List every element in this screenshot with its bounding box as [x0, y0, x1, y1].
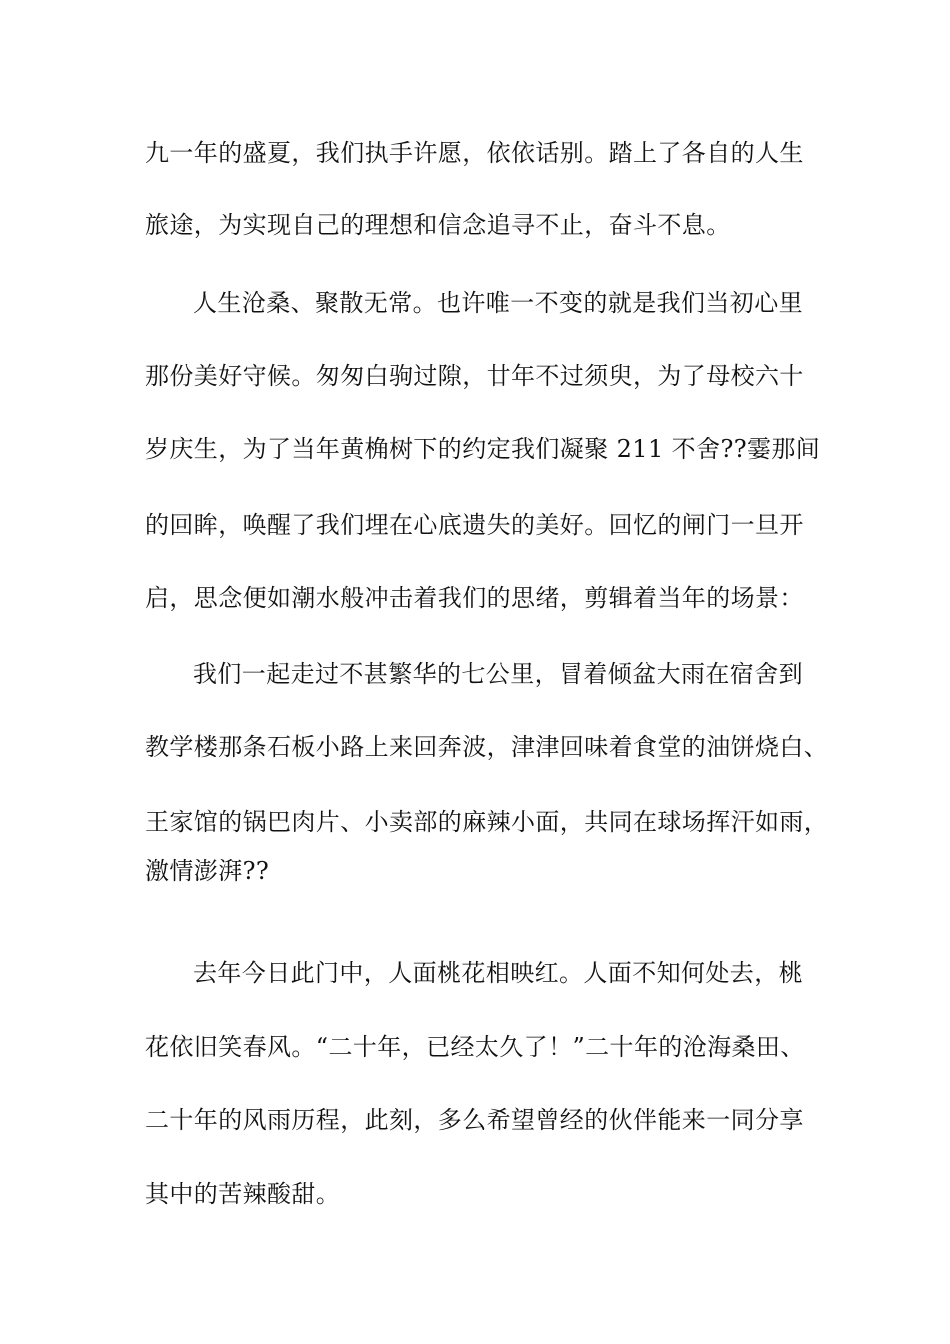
text-line: 花依旧笑春风。“二十年，已经太久了！”二十年的沧海桑田、: [145, 1033, 805, 1061]
text-line: 激情澎湃??: [145, 857, 270, 885]
text-line: 的回眸，唤醒了我们埋在心底遗失的美好。回忆的闸门一旦开: [145, 511, 804, 539]
paragraph-first-line: 我们一起走过不甚繁华的七公里，冒着倾盆大雨在宿舍到: [193, 660, 803, 688]
text-line: 其中的苦辣酸甜。: [145, 1180, 341, 1208]
paragraph-first-line: 去年今日此门中，人面桃花相映红。人面不知何处去，桃: [193, 959, 803, 987]
text-line: 岁庆生，为了当年黄桷树下的约定我们凝聚 211 不舍??霎那间: [145, 435, 821, 463]
text-line: 二十年的风雨历程，此刻，多么希望曾经的伙伴能来一同分享: [145, 1106, 804, 1134]
text-line: 王家馆的锅巴肉片、小卖部的麻辣小面，共同在球场挥汗如雨，: [145, 808, 829, 836]
paragraph-first-line: 人生沧桑、聚散无常。也许唯一不变的就是我们当初心里: [193, 289, 803, 317]
text-line: 九一年的盛夏，我们执手许愿，依依话别。踏上了各自的人生: [145, 139, 804, 167]
text-line: 教学楼那条石板小路上来回奔波，津津回味着食堂的油饼烧白、: [145, 733, 829, 761]
text-line: 启，思念便如潮水般冲击着我们的思绪，剪辑着当年的场景：: [145, 584, 804, 612]
text-line: 旅途，为实现自己的理想和信念追寻不止，奋斗不息。: [145, 211, 731, 239]
text-line: 那份美好守候。匆匆白驹过隙，廿年不过须臾，为了母校六十: [145, 362, 804, 390]
